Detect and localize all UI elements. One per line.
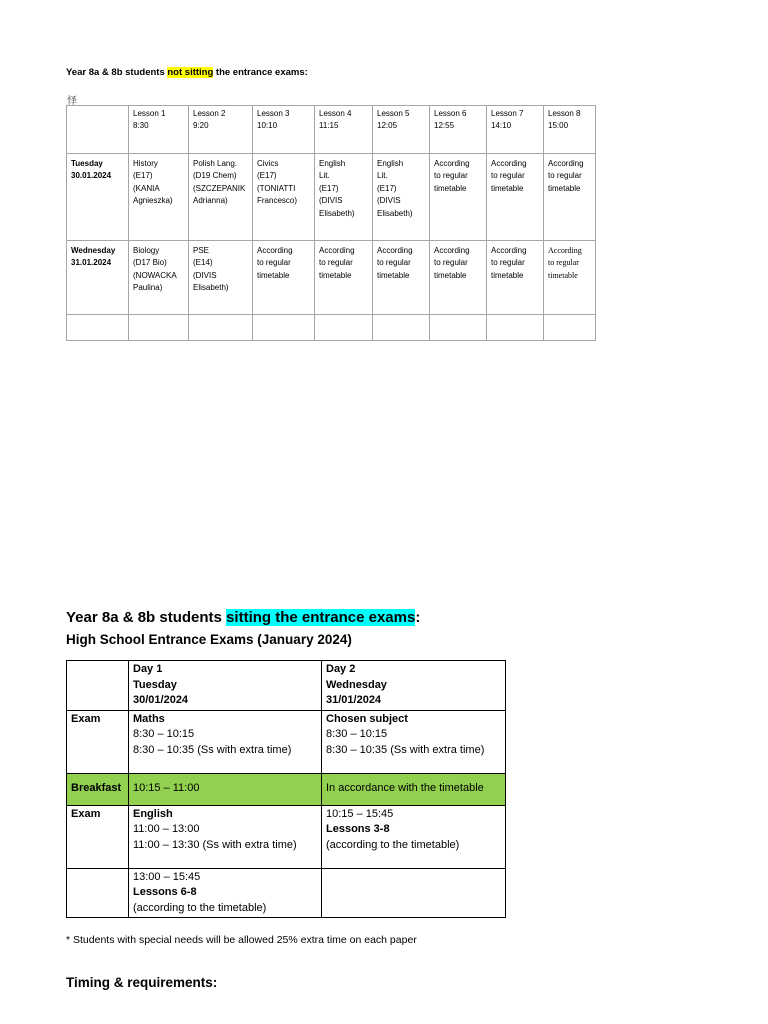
empty-cell xyxy=(67,868,129,918)
section2-title-post: : xyxy=(415,609,421,626)
lesson-cell: Polish Lang. (D19 Chem) (SZCZEPANIK Adrianna) xyxy=(189,154,253,241)
anchor-glyph: 怿 xyxy=(67,96,77,107)
lesson-cell: According to regular timetable xyxy=(487,154,544,241)
header-lesson-8: Lesson 8 15:00 xyxy=(544,106,596,154)
row-label-exam: Exam xyxy=(67,710,129,773)
breakfast-cell: 10:15 – 11:00 xyxy=(129,773,322,805)
exam-cell: Chosen subject 8:30 – 10:15 8:30 – 10:35 (Ss with extra time) xyxy=(322,710,506,773)
table-row xyxy=(67,315,596,341)
day-cell: Tuesday 30.01.2024 xyxy=(67,154,129,241)
day1-header: Day 1 Tuesday 30/01/2024 xyxy=(129,661,322,711)
empty-cell xyxy=(544,315,596,341)
header-lesson-1: Lesson 1 8:30 xyxy=(129,106,189,154)
lesson-cell: According to regular timetable xyxy=(253,241,315,315)
empty-cell xyxy=(373,315,430,341)
lesson-cell: According to regular timetable xyxy=(487,241,544,315)
lesson-cell: History (E17) (KANIA Agnieszka) xyxy=(129,154,189,241)
exam-schedule-table xyxy=(66,660,506,918)
row-label-breakfast: Breakfast xyxy=(67,773,129,805)
lesson-cell: According to regular timetable xyxy=(373,241,430,315)
section2-title-highlight: sitting the entrance exams xyxy=(226,609,416,626)
lesson-cell: PSE (E14) (DIVIS Elisabeth) xyxy=(189,241,253,315)
row-label-exam: Exam xyxy=(67,805,129,868)
lessons-cell: 13:00 – 15:45 Lessons 6-8 (according to the timetable) xyxy=(129,868,322,918)
lesson-cell: According to regular timetable xyxy=(544,154,596,241)
section1-title-post: the entrance exams: xyxy=(213,67,308,78)
exam-header-row xyxy=(67,661,506,711)
day-cell: Wednesday 31.01.2024 xyxy=(67,241,129,315)
empty-cell xyxy=(322,868,506,918)
section1-title xyxy=(66,67,308,78)
special-needs-note: * Students with special needs will be allowed 25% extra time on each paper xyxy=(66,934,417,946)
day2-header: Day 2 Wednesday 31/01/2024 xyxy=(322,661,506,711)
lesson-cell: According to regular timetable xyxy=(315,241,373,315)
empty-cell xyxy=(487,315,544,341)
exam-cell: 10:15 – 15:45 Lessons 3-8 (according to the timetable) xyxy=(322,805,506,868)
section2-title xyxy=(66,609,420,626)
exam-cell: Maths 8:30 – 10:15 8:30 – 10:35 (Ss with extra time) xyxy=(129,710,322,773)
section3-title: Timing & requirements: xyxy=(66,975,218,990)
lesson-cell: Civics (E17) (TONIATTI Francesco) xyxy=(253,154,315,241)
empty-cell xyxy=(189,315,253,341)
table-row xyxy=(67,868,506,918)
empty-cell xyxy=(315,315,373,341)
breakfast-row xyxy=(67,773,506,805)
empty-cell xyxy=(430,315,487,341)
header-lesson-2: Lesson 2 9:20 xyxy=(189,106,253,154)
empty-cell xyxy=(67,315,129,341)
header-lesson-7: Lesson 7 14:10 xyxy=(487,106,544,154)
empty-cell xyxy=(253,315,315,341)
section2-subtitle: High School Entrance Exams (January 2024) xyxy=(66,632,352,647)
header-corner-cell xyxy=(67,106,129,154)
header-lesson-6: Lesson 6 12:55 xyxy=(430,106,487,154)
lesson-cell: English Lit. (E17) (DIVIS Elisabeth) xyxy=(373,154,430,241)
non-exam-timetable xyxy=(66,105,596,341)
section1-title-pre: Year 8a & 8b students xyxy=(66,67,168,78)
section1-title-highlight: not sitting xyxy=(167,67,214,78)
empty-cell xyxy=(129,315,189,341)
table-row xyxy=(67,710,506,773)
header-lesson-3: Lesson 3 10:10 xyxy=(253,106,315,154)
lesson-cell: According to regular timetable xyxy=(544,241,596,315)
exam-cell: English 11:00 – 13:00 11:00 – 13:30 (Ss with extra time) xyxy=(129,805,322,868)
lesson-cell: Biology (D17 Bio) (NOWACKA Paulina) xyxy=(129,241,189,315)
table-row xyxy=(67,805,506,868)
lesson-cell: English Lit. (E17) (DIVIS Elisabeth) xyxy=(315,154,373,241)
table-row xyxy=(67,154,596,241)
lesson-cell: According to regular timetable xyxy=(430,154,487,241)
header-lesson-5: Lesson 5 12:05 xyxy=(373,106,430,154)
header-lesson-4: Lesson 4 11:15 xyxy=(315,106,373,154)
table-row xyxy=(67,241,596,315)
lesson-cell: According to regular timetable xyxy=(430,241,487,315)
empty-cell xyxy=(67,661,129,711)
breakfast-cell: In accordance with the timetable xyxy=(322,773,506,805)
timetable-header-row xyxy=(67,106,596,154)
section2-title-pre: Year 8a & 8b students xyxy=(66,609,227,626)
